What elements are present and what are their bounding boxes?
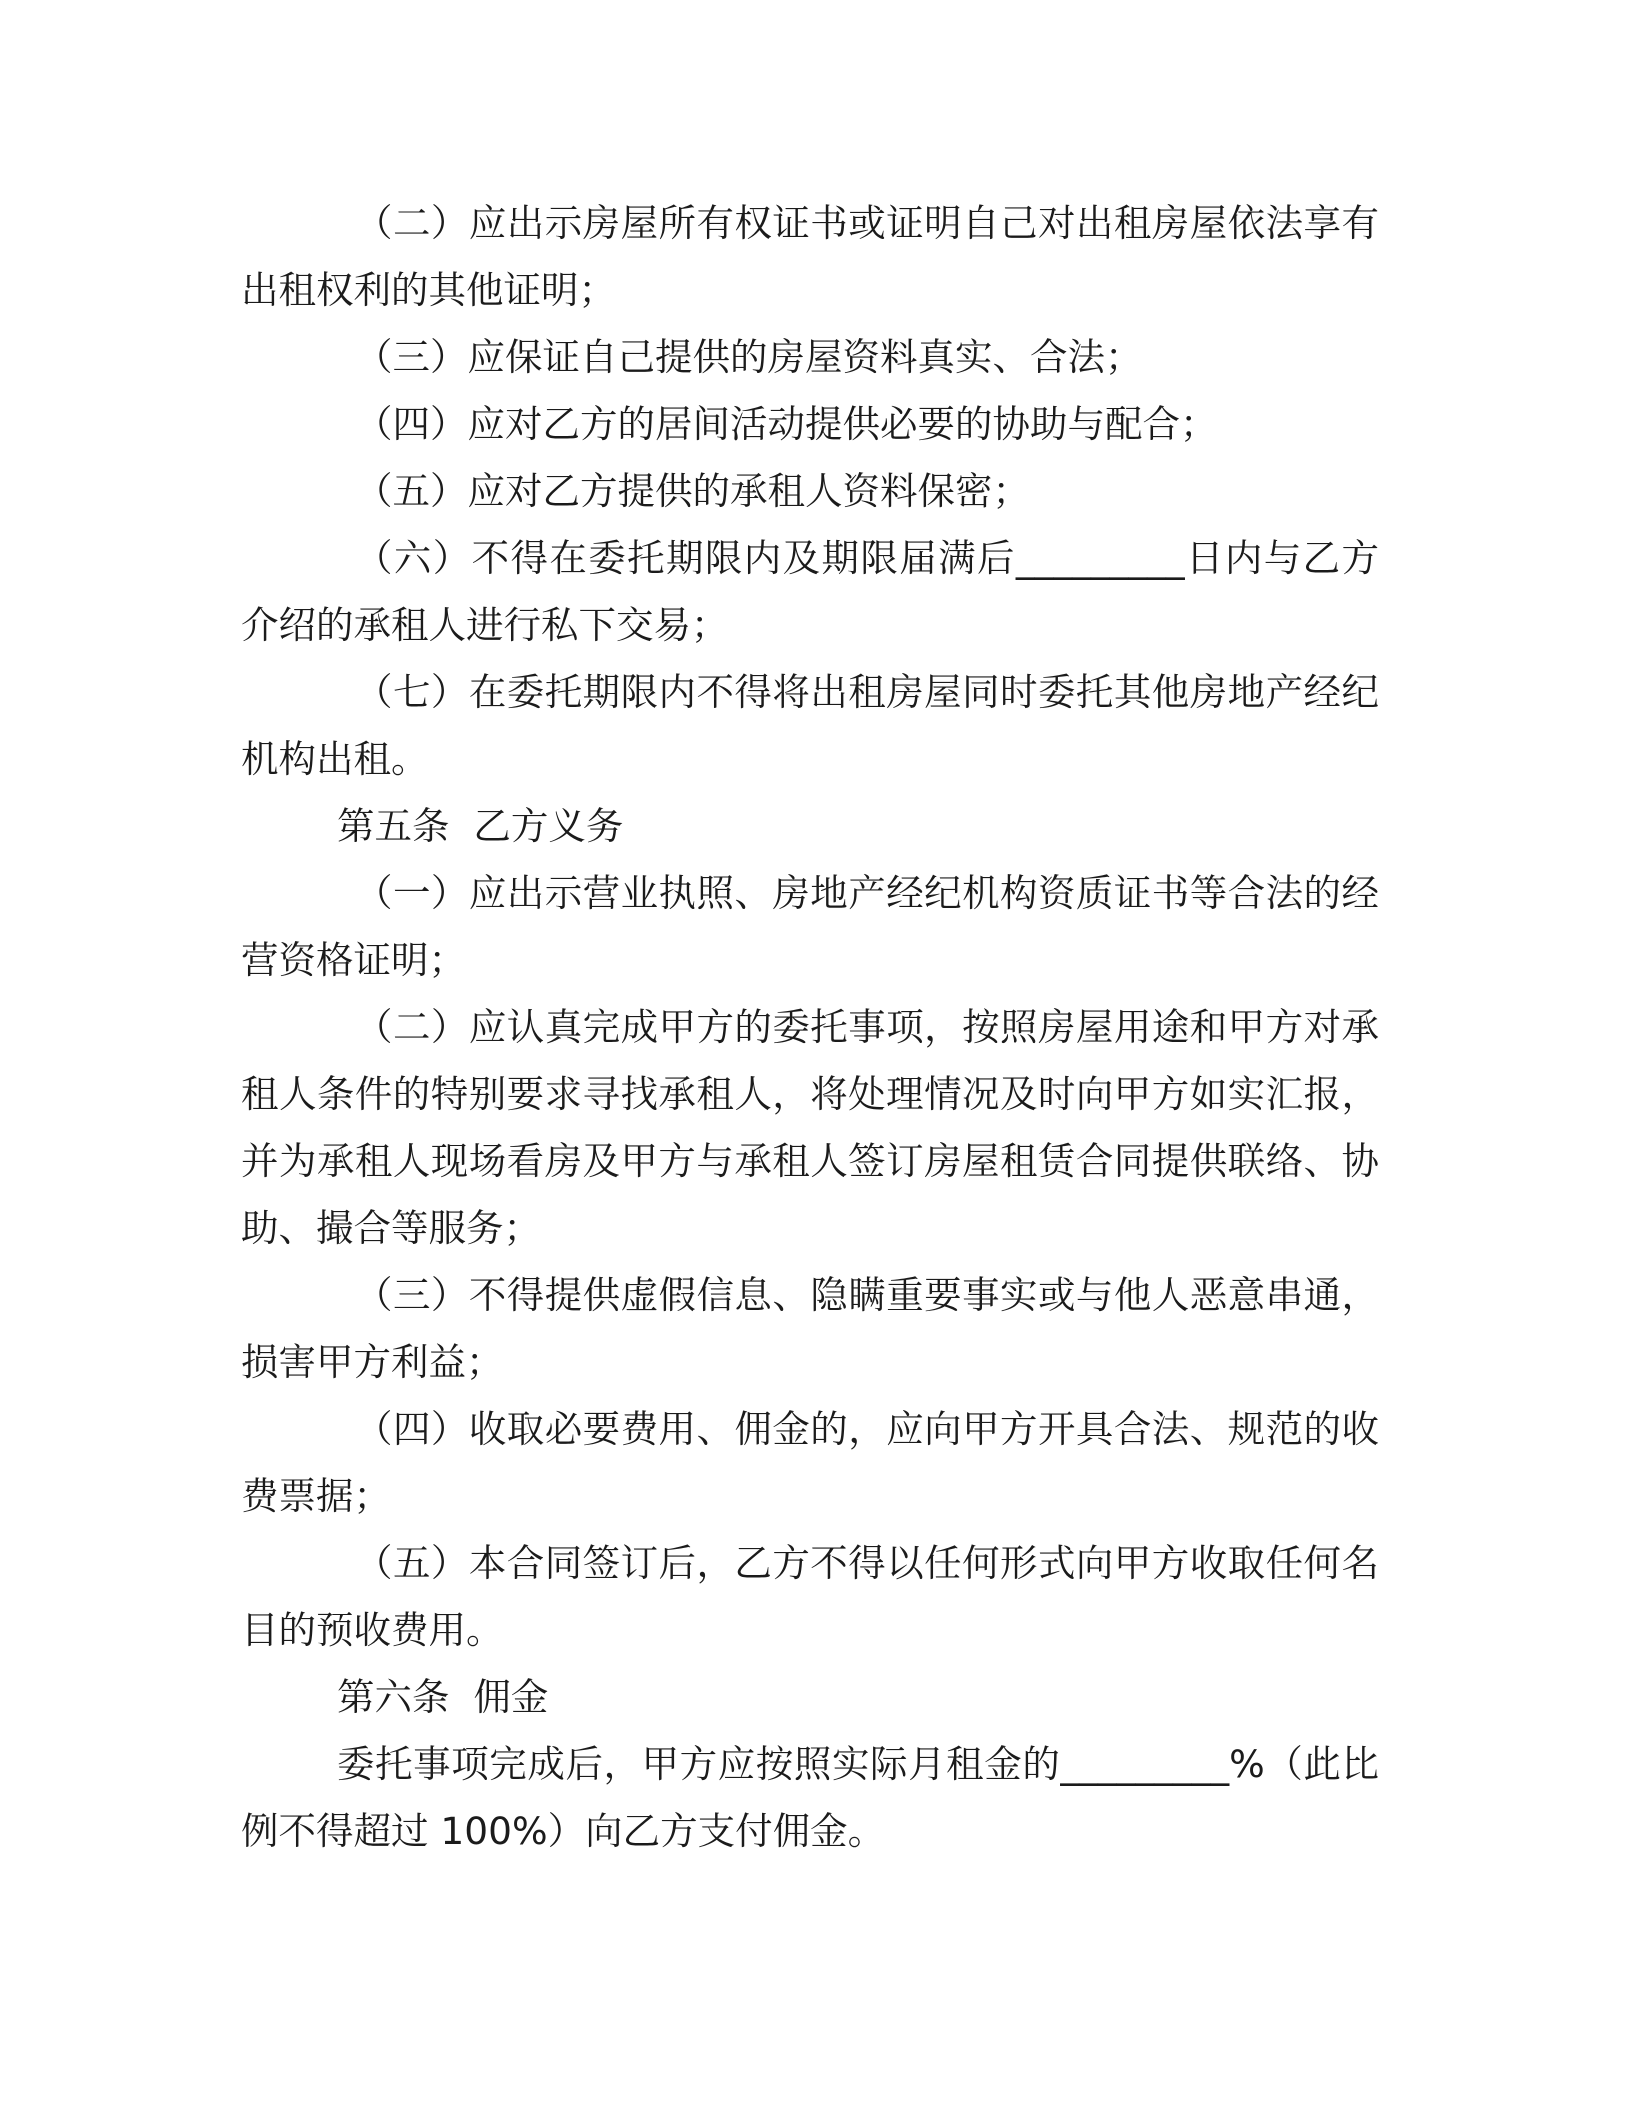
clause-item-6-no-private-deal: （六）不得在委托期限内及期限届满后_________日内与乙方介绍的承租人进行私下交易； [241, 536, 1379, 647]
clause-item-3-true-information: （三）应保证自己提供的房屋资料真实、合法； [355, 335, 1143, 379]
article-5-item-2-complete-task: （二）应认真完成甲方的委托事项，按照房屋用途和甲方对承租人条件的特别要求寻找承租人，将处理情况及时向甲方如实汇报，并为承租人现场看房及甲方与承租人签订房屋租赁合同提供联络、协助、撮合等服务； [241, 1005, 1379, 1250]
article-5-item-3-no-false-info: （三）不得提供虚假信息、隐瞒重要事实或与他人恶意串通，损害甲方利益； [241, 1273, 1379, 1384]
article-5-heading: 第五条 乙方义务 [337, 804, 624, 848]
article-6-heading: 第六条 佣金 [337, 1675, 549, 1719]
clause-item-2-proof-of-ownership: （二）应出示房屋所有权证书或证明自己对出租房屋依法享有出租权利的其他证明； [241, 201, 1379, 312]
article-6-commission-text: 委托事项完成后，甲方应按照实际月租金的_________%（此比例不得超过 100%）向乙方支付佣金。 [241, 1742, 1379, 1853]
document-body [241, 190, 1379, 1865]
article-5-item-4-receipts: （四）收取必要费用、佣金的，应向甲方开具合法、规范的收费票据； [241, 1407, 1379, 1518]
clause-item-4-assistance: （四）应对乙方的居间活动提供必要的协助与配合； [355, 402, 1218, 446]
article-5-item-5-no-prepaid-fees: （五）本合同签订后，乙方不得以任何形式向甲方收取任何名目的预收费用。 [241, 1541, 1379, 1652]
article-5-item-1-license: （一）应出示营业执照、房地产经纪机构资质证书等合法的经营资格证明； [241, 871, 1379, 982]
clause-item-5-confidentiality: （五）应对乙方提供的承租人资料保密； [355, 469, 1030, 513]
clause-item-7-no-other-agency: （七）在委托期限内不得将出租房屋同时委托其他房地产经纪机构出租。 [241, 670, 1379, 781]
